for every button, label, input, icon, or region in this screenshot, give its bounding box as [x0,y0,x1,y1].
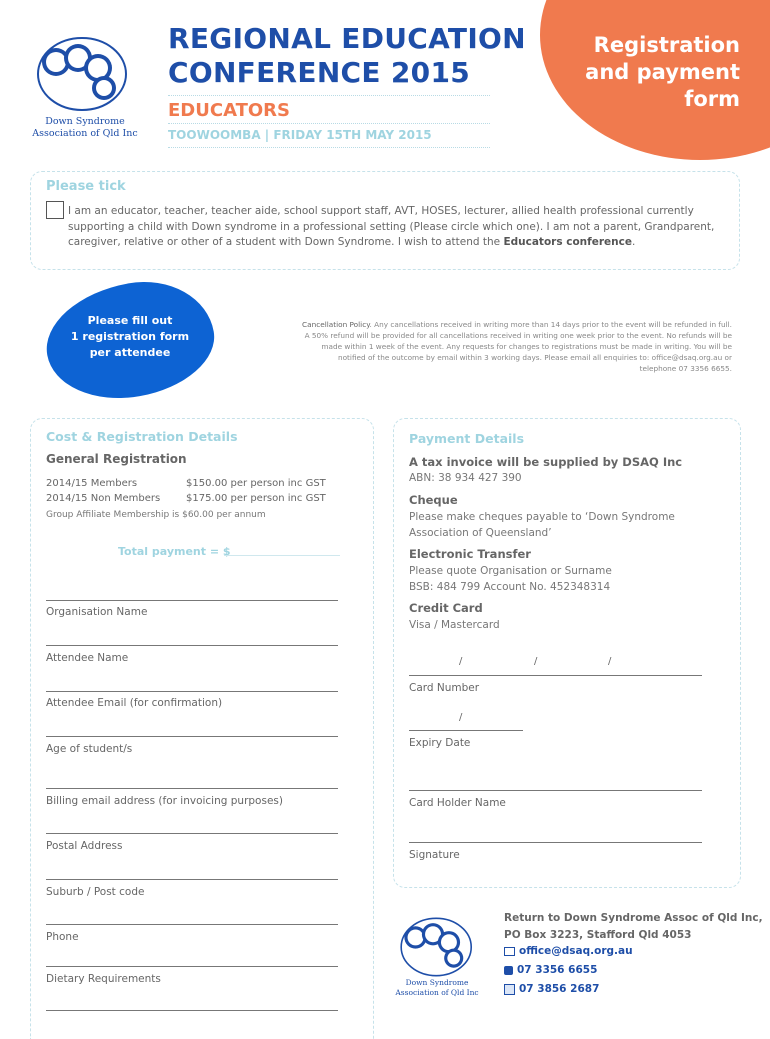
student-age-field: Age of student/s [46,743,133,755]
card-number-input[interactable] [409,675,702,676]
field-line[interactable] [46,1010,338,1011]
return-line: PO Box 3223, Stafford Qld 4053 [504,929,692,941]
email-icon [504,947,515,956]
title-divider [168,95,490,96]
dsaq-logo [34,34,132,114]
card-holder-input[interactable] [409,790,702,791]
payment-panel [393,418,741,888]
expiry-date-label: Expiry Date [409,737,471,749]
total-payment-input[interactable] [224,555,340,556]
statement-bold: Educators conference [503,236,632,248]
note-line: 1 registration form [70,330,190,343]
footer-logo-line: Association of Qld Inc [395,988,479,997]
note-line: per attendee [89,346,171,359]
phone-icon [504,966,513,975]
form-badge-text [585,32,740,113]
general-registration-heading: General Registration [46,452,187,466]
price-value: $150.00 per person inc GST [186,478,326,489]
phone-text: 07 3356 6655 [517,964,598,976]
educator-statement [68,204,720,251]
cancel-text: . Any cancellations received in writing more than 14 days prior to the event will be refunded in full. A 50% refund will be provided for all cancellations received in writing one week prior to the event. No refunds will be made within 1 week of the event. Any requests for changes to registrations must be made in writing. You will be notified of the outcome by email within 3 working days. Please email all enquiries to: office@dsaq.org.au or telephone 07 3356 6655. [304,320,732,373]
attendee-email-field: Attendee Email (for confirmation) [46,697,223,709]
tick-heading: Please tick [46,179,126,194]
eft-text [409,563,612,595]
eft-heading: Electronic Transfer [409,547,531,561]
event-divider [168,147,490,148]
field-line[interactable] [46,736,338,737]
signature-label: Signature [409,849,460,861]
badge-line: form [684,87,740,111]
note-line: Please fill out [87,314,173,327]
credit-card-heading: Credit Card [409,601,483,615]
event-details: TOOWOOMBA | FRIDAY 15TH MAY 2015 [168,128,432,142]
fax-text: 07 3856 2687 [519,983,600,995]
expiry-separator: / [459,712,463,723]
suburb-postcode-field: Suburb / Post code [46,886,145,898]
logo-text [30,116,140,140]
contact-phone [504,964,597,976]
title-line: REGIONAL EDUCATION [168,22,526,55]
dietary-field: Dietary Requirements [46,973,161,985]
fax-icon [504,984,515,995]
logo-text-line: Association of Qld Inc [32,128,138,139]
statement-end: . [631,236,636,248]
field-line[interactable] [46,879,338,880]
title-line: CONFERENCE 2015 [168,56,471,89]
price-label: 2014/15 Members [46,478,138,489]
cheque-line: Association of Queensland’ [409,527,552,539]
field-line[interactable] [46,924,338,925]
audience-label: EDUCATORS [168,100,291,121]
attendee-note-text [52,313,208,361]
price-value: $175.00 per person inc GST [186,493,326,504]
educator-checkbox[interactable] [46,201,64,219]
logo-text-line: Down Syndrome [45,116,125,127]
email-text: office@dsaq.org.au [519,945,633,957]
card-separator: / [459,656,463,667]
eft-line: BSB: 484 799 Account No. 452348314 [409,581,611,593]
field-line[interactable] [46,966,338,967]
card-separator: / [608,656,612,667]
expiry-date-input[interactable] [409,730,523,731]
statement-text: I am an educator, teacher, teacher aide, school support staff, AVT, HOSES, lecturer, allied health professional currently supporting a child with Down syndrome in a professional setting (Please circle which one). I am not a parent, Grandparent, caregiver, relative or other of a student with Down Syndrome. I wish to attend the [68,205,715,248]
abn-text: ABN: 38 934 427 390 [409,472,522,484]
contact-email[interactable] [504,945,633,957]
footer-logo-line: Down Syndrome [405,978,469,987]
price-row [46,478,326,489]
organisation-name-field: Organisation Name [46,606,148,618]
field-line[interactable] [46,600,338,601]
footer-dsaq-logo [398,915,476,979]
postal-address-field: Postal Address [46,840,123,852]
card-types: Visa / Mastercard [409,619,500,631]
invoice-heading: A tax invoice will be supplied by DSAQ Inc [409,455,683,469]
subtitle-divider [168,123,490,124]
price-label: 2014/15 Non Members [46,493,161,504]
card-holder-label: Card Holder Name [409,797,506,809]
attendee-name-field: Attendee Name [46,652,129,664]
price-row [46,493,326,504]
return-address [504,910,763,944]
eft-line: Please quote Organisation or Surname [409,565,612,577]
cheque-line: Please make cheques payable to ‘Down Syndrome [409,511,675,523]
payment-heading: Payment Details [409,431,525,446]
badge-line: Registration [593,33,740,57]
cancel-label: Cancellation Policy [302,320,370,329]
field-line[interactable] [46,833,338,834]
affiliate-note: Group Affiliate Membership is $60.00 per annum [46,510,266,520]
cancellation-policy [300,319,732,374]
return-line: Return to Down Syndrome Assoc of Qld Inc, [504,912,763,924]
contact-fax [504,983,599,995]
cost-heading: Cost & Registration Details [46,429,238,444]
field-line[interactable] [46,645,338,646]
cheque-text [409,509,675,541]
field-line[interactable] [46,788,338,789]
card-number-label: Card Number [409,682,480,694]
signature-input[interactable] [409,842,702,843]
badge-line: and payment [585,60,740,84]
page-title [168,22,526,90]
card-separator: / [534,656,538,667]
total-payment-label: Total payment = $ [118,545,231,558]
footer-logo-text [388,978,486,998]
cheque-heading: Cheque [409,493,458,507]
field-line[interactable] [46,691,338,692]
billing-email-field: Billing email address (for invoicing purposes) [46,795,283,807]
phone-field: Phone [46,931,79,943]
